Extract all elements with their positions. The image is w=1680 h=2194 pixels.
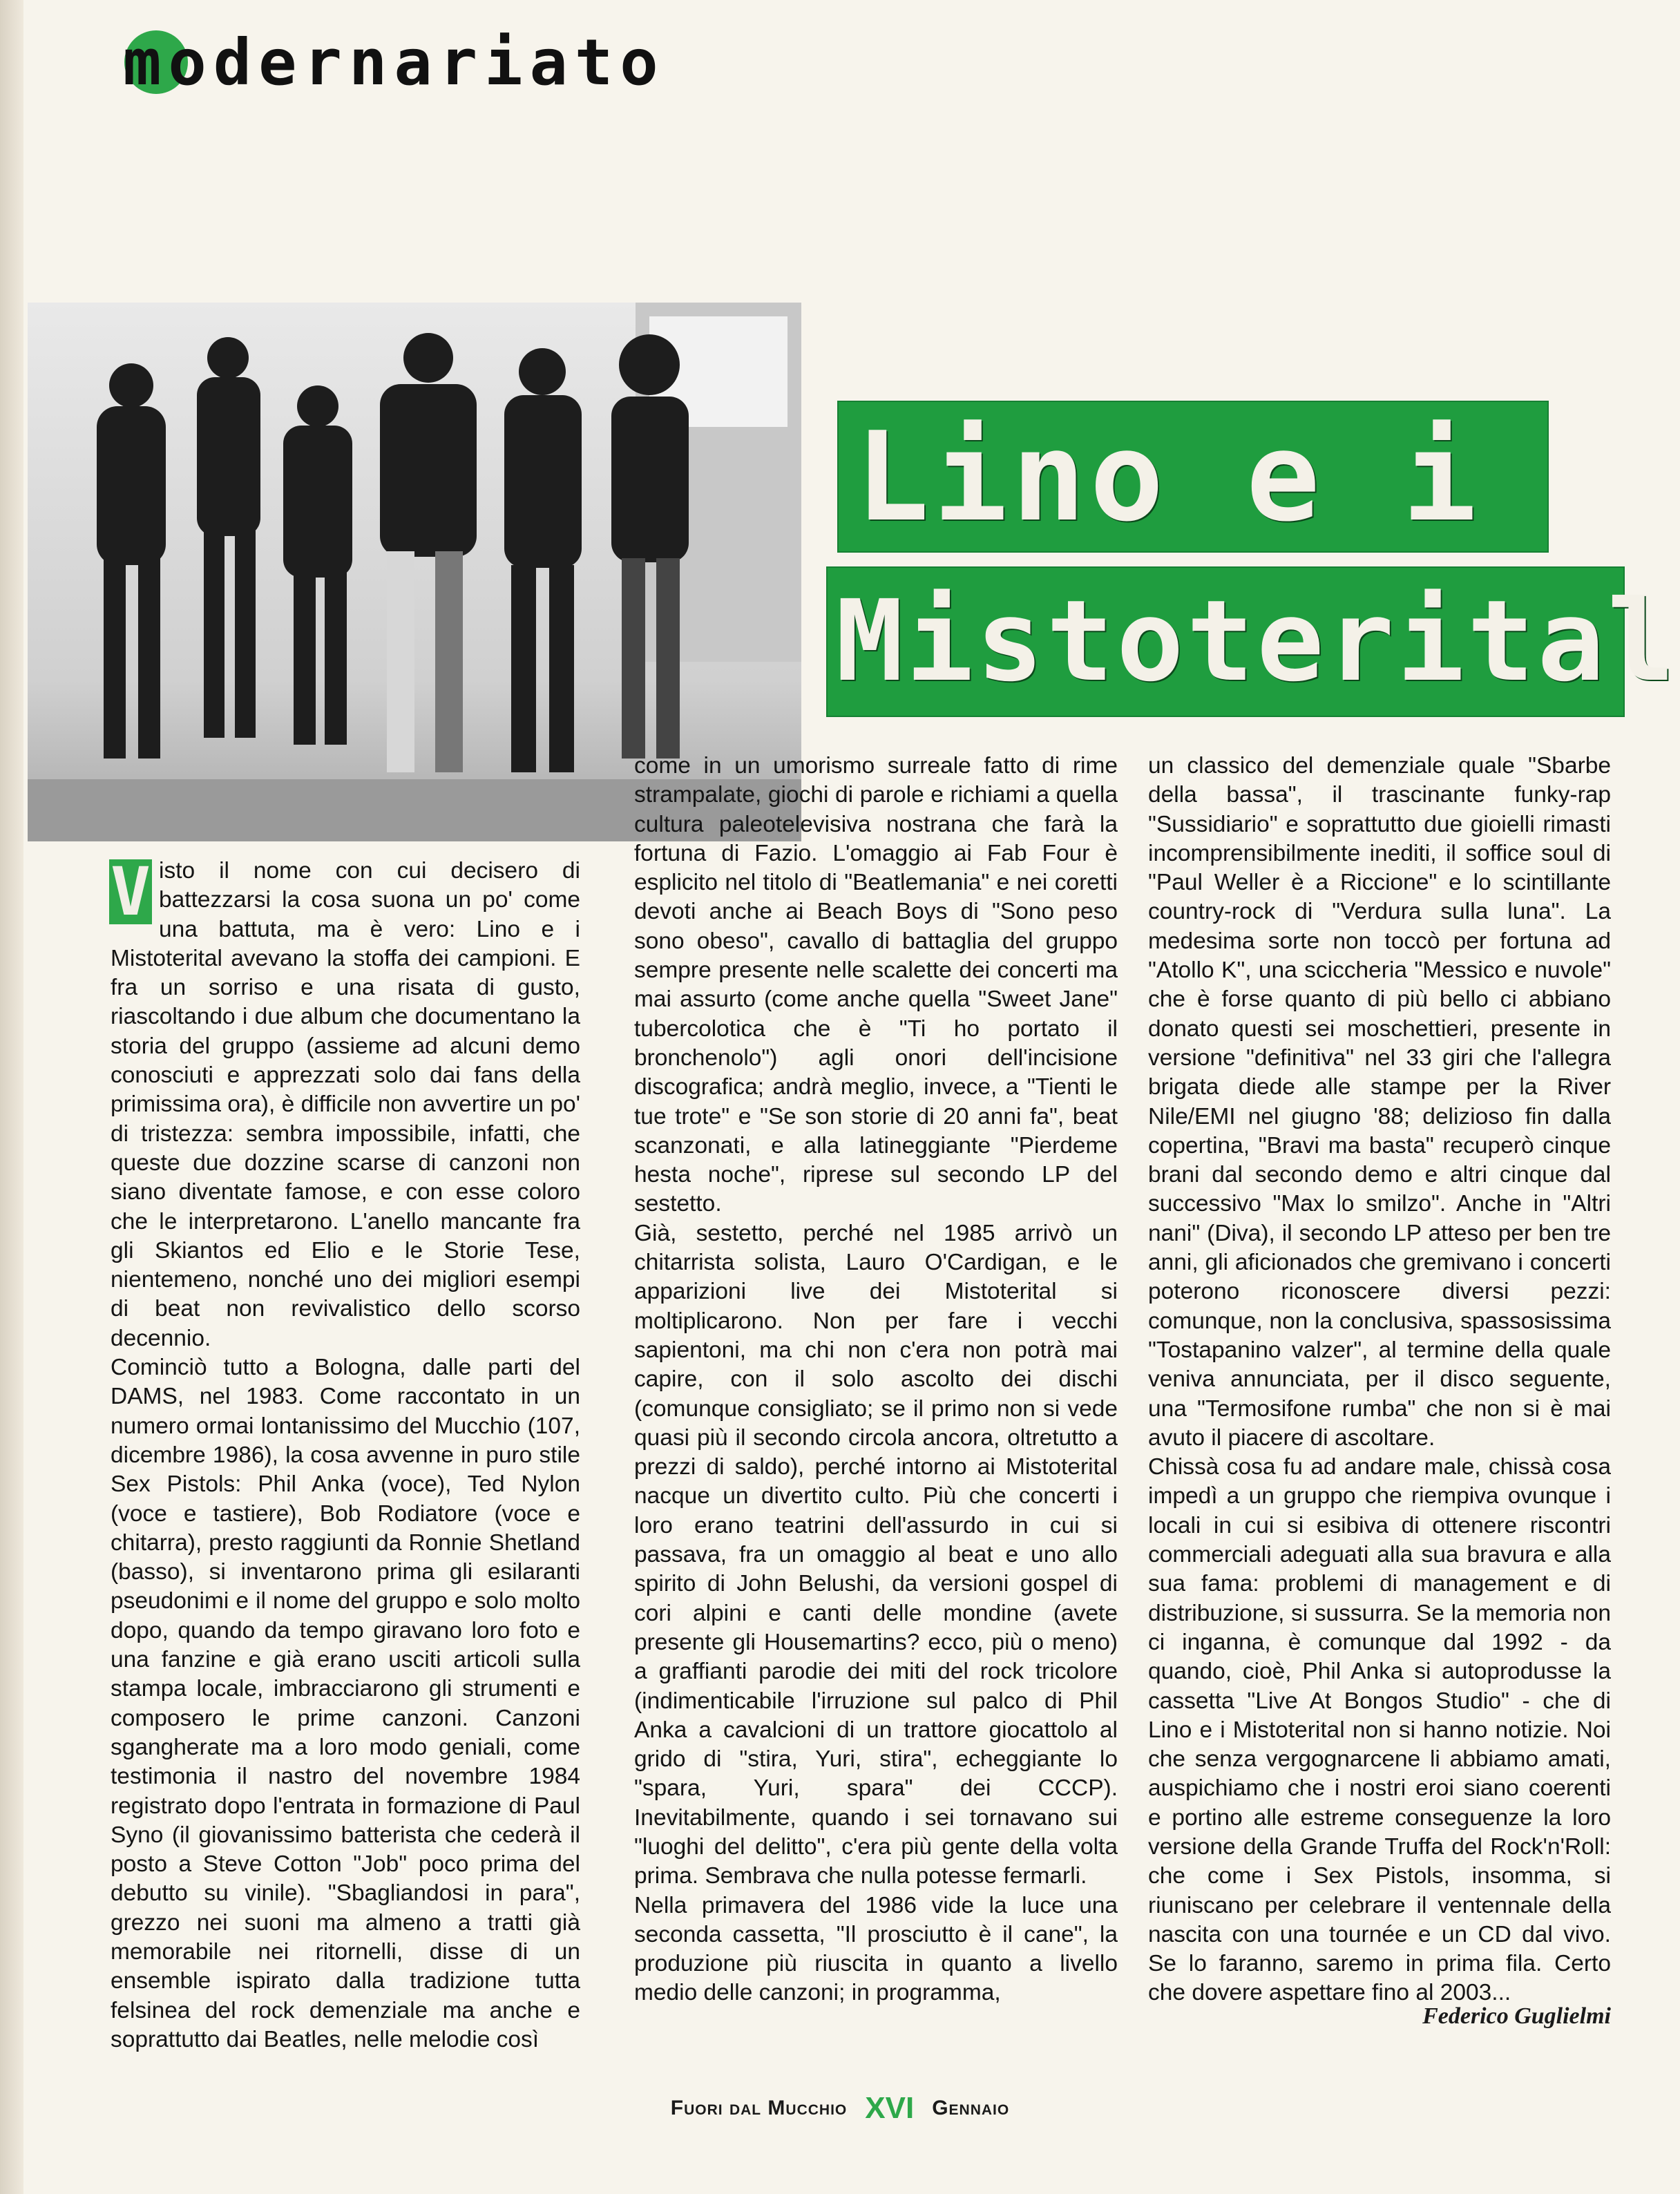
- dropcap: V: [109, 859, 152, 924]
- footer-magazine: Fuori dal Mucchio: [670, 2097, 848, 2119]
- byline: Federico Guglielmi: [1422, 2003, 1611, 2029]
- headline-line-1: [837, 401, 1549, 553]
- section-title: modernariato: [123, 26, 665, 99]
- article-column-1: [111, 853, 580, 2054]
- footer-page-number: XVI: [865, 2091, 915, 2125]
- headline-text-1: Lino e i: [855, 405, 1481, 548]
- headline-line-2: [826, 566, 1678, 717]
- article-paragraph: come in un umorismo surreale fatto di rime strampalate, giochi di parole e richiami a quella cultura paleotelevisiva nostrana che farà la fortuna di Fazio. L'omaggio ai Fab Four è esplicito nel titolo di "Beatlemania" e nei coretti devoti anche ai Beach Boys di "Sono peso sono obeso", cavallo di battaglia del gruppo sempre presente nelle scalette dei concerti ma mai assurto (come anche quella "Sweet Jane" tubercolotica che è "Ti ho portato il bronchenolo") agli onori dell'incisione discografica; andrà meglio, invece, a "Tienti le tue trote" e "Se son storie di 20 anni fa", beat scanzonati, e alla latineggiante "Pierdeme hesta noche", riprese sul secondo LP del sestetto.: [634, 753, 1118, 1217]
- article-paragraph: Chissà cosa fu ad andare male, chissà cosa impedì a un gruppo che riempiva ovunque i locali in cui si esibiva di ottenere riscontri commerciali adeguati alla sua bravura e alla sua fama: problemi di management e di distribuzione, si sussurra. Se la memoria non ci inganna, è comunque dal 1992 - da quando, cioè, Phil Anka si autoprodusse la cassetta "Live At Bongos Studio" - che di Lino e i Mistoterital non si hanno notizie. Noi che senza vergognarcene li abbiamo amati, auspichiamo che i nostri eroi siano coerenti e portino alle estreme conseguenze la loro versione della Grande Truffa del Rock'n'Roll: che come i Sex Pistols, insomma, si riuniscano per celebrare il ventennale della nascita con una tournée e un CD dal vivo. Se lo faranno, saremo in prima fila. Certo che dovere aspettare fino al 2003...: [1148, 1454, 1611, 2006]
- article-paragraph: Già, sestetto, perché nel 1985 arrivò un chitarrista solista, Lauro O'Cardigan, e le apparizioni live dei Mistoterital si moltiplicarono. Non per fare i vecchi sapientoni, ma chi non c'era non potrà mai capire, con il solo ascolto dei dischi (comunque consigliato; se il primo non si vede quasi più il secondo circola ancora, oltretutto a prezzi di saldo), perché intorno ai Mistoterital nacque un divertito culto. Più che concerti i loro erano teatrini dell'assurdo in cui si passava, fra un omaggio al beat e uno allo spirito di John Belushi, da versioni gospel di cori alpini e canti delle mondine (avete presente gli Housemartins? ecco, più o meno) a graffianti parodie dei miti del rock tricolore (indimenticabile l'irruzione sul palco di Phil Anka a cavalcioni di un trattore giocattolo al grido di "stira, Yuri, stira", echeggiante lo "spara, Yuri, spara" dei CCCP). Inevitabilmente, quando i sei tornavano sui "luoghi del delitto", c'era più gente della volta prima. Sembrava che nulla potesse fermarli.: [634, 1220, 1118, 1889]
- article-paragraph: Cominciò tutto a Bologna, dalle parti del DAMS, nel 1983. Come raccontato in un numero ormai lontanissimo del Mucchio (107, dicembre 1986), la cosa avvenne in puro stile Sex Pistols: Phil Anka (voce), Ted Nylon (voce e tastiere), Bob Rodiatore (voce e chitarra), presto raggiunti da Ronnie Shetland (basso), si inventarono prima gli esilaranti pseudonimi e il nome del gruppo e solo molto dopo, quando da tempo giravano loro foto e una fanzine e già erano usciti articoli sulla stampa locale, imbracciarono gli strumenti e composero le prime canzoni. Canzoni sgangherate ma a loro modo geniali, come testimonia il nastro del novembre 1984 registrato dopo l'entrata in formazione di Paul Syno (il giovanissimo batterista che cederà il posto a Steve Cotton "Job" poco prima del debutto su vinile). "Sbagliandosi in para", grezzo nei suoni ma almeno a tratti già memorabile nei ritornelli, disse di un ensemble ispirato dalla tradizione tutta felsinea del rock demenziale ma anche e soprattutto dai Beatles, nelle melodie così: [111, 1355, 580, 2052]
- footer-month: Gennaio: [932, 2097, 1010, 2119]
- page-footer: [0, 2088, 1680, 2129]
- article-paragraph: [111, 853, 580, 1353]
- article-column-2: [634, 752, 1118, 2008]
- article-paragraph: un classico del demenziale quale "Sbarbe della bassa", il trascinante funky-rap "Sussidiario" e soprattutto due gioielli rimasti incomprensibilmente inediti, il soffice soul di "Paul Weller è a Riccione" e lo scintillante country-rock di "Verdura sulla luna". La medesima sorte non toccò per fortuna ad "Atollo K", una sciccheria "Messico e nuvole" che è forse quanto di più bello ci abbiano donato questi sei moschettieri, presente in versione "definitiva" nel 33 giri che l'allegra brigata diede alle stampe per la River Nile/EMI nel giugno '88; delizioso fin dalla copertina, "Bravi ma basta" recuperò cinque brani dal secondo demo e altri cinque dal successivo "Max lo smilzo". Anche in "Altri nani" (Diva), il secondo LP atteso per ben tre anni, gli aficionados che gremivano i concerti poterono riconoscere diversi pezzi: comunque, non la conclusiva, spassosissima "Tostapanino valzer", al termine della quale veniva annunciata, per il disco seguente, una "Termosifone rumba" che non si è mai avuto il piacere di ascoltare.: [1148, 753, 1611, 1451]
- article-paragraph: Nella primavera del 1986 vide la luce una seconda cassetta, "Il prosciutto è il cane", la produzione più riuscita in quanto a livello medio delle canzoni; in programma,: [634, 1892, 1118, 2006]
- page-edge: [0, 0, 23, 2194]
- paragraph-text: isto il nome con cui decisero di battezzarsi la cosa suona un po' come una battuta, ma è vero: Lino e i Mistoterital avevano la stoffa dei campioni. E fra un sorriso e una risata di gusto, riascoltando i due album che documentano la storia del gruppo (assieme ad alcuni demo conosciuti e apprezzati solo dai fans della primissima ora), è difficile non avvertire un po' di tristezza: sembra impossibile, infatti, che queste due dozzine scarse di canzoni non siano diventate famose, e con esse coloro che le interpretarono. L'anello mancante fra gli Skiantos ed Elio e le Storie Tese, nientemeno, nonché uno dei migliori esempi di beat non revivalistico dello scorso decennio.: [111, 858, 580, 1351]
- article-column-3: [1148, 752, 1611, 2008]
- headline-text-2: Mistoterital: [836, 577, 1678, 707]
- section-header: [123, 25, 665, 101]
